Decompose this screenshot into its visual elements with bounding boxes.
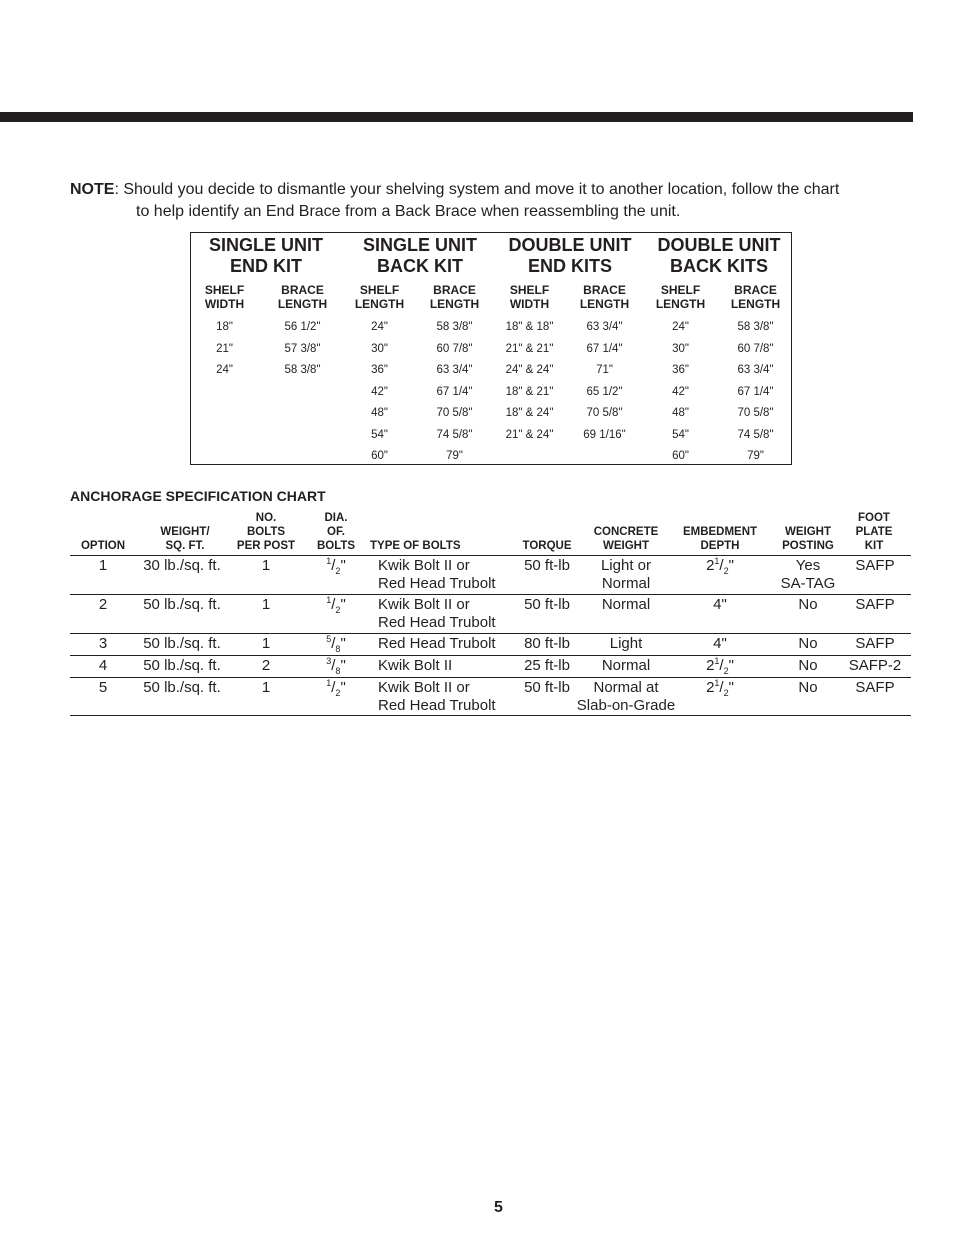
embedment-depth: $2^1/_2$" <box>706 678 734 698</box>
column-header <box>187 283 262 311</box>
brace-column <box>718 283 793 468</box>
table-cell <box>308 679 364 697</box>
header-bolts <box>230 511 302 553</box>
table-cell <box>568 557 684 592</box>
bolt-type-line: Kwik Bolt II or <box>378 679 470 696</box>
brace-column <box>567 283 642 446</box>
bolt-type-line: Red Head Trubolt <box>378 635 496 652</box>
table-cell: 60" <box>371 450 388 462</box>
table-cell: 24" <box>672 321 689 333</box>
brace-column <box>265 283 340 382</box>
brace-column <box>417 283 492 468</box>
table-cell: SAFP <box>855 557 895 574</box>
header-line: BOLTS <box>316 540 356 552</box>
column-header-line: BRACE <box>433 283 476 297</box>
column-header-line: SHELF <box>509 283 550 297</box>
header-line: CONCRETE <box>593 526 659 538</box>
brace-column <box>492 283 567 446</box>
table-cell: 2 <box>261 657 271 674</box>
table-cell: 24" <box>371 321 388 333</box>
row-divider <box>70 594 911 595</box>
page-number: 5 <box>494 1199 503 1216</box>
bolt-type-line: Kwik Bolt II or <box>378 596 470 613</box>
table-cell: 1 <box>261 679 271 696</box>
table-cell <box>766 635 850 653</box>
table-cell: 67 1/4" <box>436 385 473 398</box>
table-cell: 69 1/16" <box>583 428 626 441</box>
table-cell: 50 lb./sq. ft. <box>143 596 221 613</box>
concrete-line: Normal <box>601 574 651 592</box>
header-line: DIA. <box>324 512 348 524</box>
table-cell: 58 3/8" <box>737 321 774 333</box>
column-header-line: LENGTH <box>429 297 480 311</box>
column-header <box>643 283 718 311</box>
note-line-1: : Should you decide to dismantle your shelving system and move it to another location, follow the chart <box>114 181 840 198</box>
table-cell: 79" <box>747 450 764 462</box>
table-cell: 63 3/4" <box>436 364 473 376</box>
posting-line: No <box>798 657 818 674</box>
table-cell: 30" <box>672 342 689 355</box>
table-cell: 4" <box>713 635 727 652</box>
header-line: PLATE <box>855 526 893 538</box>
note-paragraph <box>70 179 920 223</box>
bolt-diameter: $^1/_2$" <box>326 556 346 576</box>
posting-line: Yes <box>795 557 821 574</box>
table-cell <box>676 557 764 575</box>
table-cell: 3 <box>98 635 108 652</box>
kit-title <box>644 235 794 277</box>
header-embed <box>676 525 764 553</box>
table-cell: 1 <box>261 596 271 613</box>
table-cell: 2 <box>98 596 108 613</box>
header-weight <box>140 525 230 553</box>
concrete-line: Normal at <box>593 679 659 696</box>
table-cell: 21" & 24" <box>505 428 554 441</box>
concrete-line: Light or <box>600 557 652 574</box>
column-header-line: BRACE <box>583 283 626 297</box>
table-cell: 67 1/4" <box>737 385 774 398</box>
table-cell: 50 ft-lb <box>524 557 570 574</box>
column-header-line: LENGTH <box>655 297 706 311</box>
table-cell: SAFP <box>855 679 895 696</box>
kit-title-line: DOUBLE UNIT <box>508 235 632 255</box>
table-cell: 42" <box>371 385 388 398</box>
table-cell: 50 lb./sq. ft. <box>143 657 221 674</box>
header-dia <box>308 511 364 553</box>
table-cell: 80 ft-lb <box>524 635 570 652</box>
column-header-line: WIDTH <box>509 297 550 311</box>
bolt-type-line: Kwik Bolt II or <box>378 557 470 574</box>
column-header-line: LENGTH <box>277 297 328 311</box>
table-cell: 71" <box>596 364 613 376</box>
table-cell: 50 ft-lb <box>524 596 570 613</box>
table-cell: 57 3/8" <box>284 342 321 355</box>
header-concrete <box>584 525 668 553</box>
table-cell: 65 1/2" <box>586 385 623 398</box>
table-cell: 1 <box>261 635 271 652</box>
brace-chart <box>190 232 792 465</box>
table-cell: 60" <box>672 450 689 462</box>
header-line: EMBEDMENT <box>682 526 758 538</box>
kit-title-line: SINGLE UNIT <box>208 235 323 255</box>
table-cell: 24" & 24" <box>505 364 554 376</box>
header-line: OPTION <box>80 540 126 552</box>
table-cell: 50 lb./sq. ft. <box>143 635 221 652</box>
row-divider <box>70 715 911 716</box>
note-line-2: to help identify an End Brace from a Back Brace when reassembling the unit. <box>136 203 681 220</box>
table-cell <box>766 557 850 592</box>
column-header-line: LENGTH <box>354 297 405 311</box>
concrete-line: Normal <box>601 657 651 674</box>
header-line: WEIGHT/ <box>160 526 210 538</box>
table-cell: 24" <box>216 364 233 376</box>
header-line: WEIGHT <box>785 526 831 538</box>
table-cell: 18" <box>216 321 233 333</box>
posting-line: SA-TAG <box>780 574 836 592</box>
header-line: TORQUE <box>522 540 572 552</box>
header-line: FOOT <box>858 512 890 524</box>
header-torque <box>514 539 580 553</box>
table-cell: SAFP-2 <box>848 657 902 674</box>
header-line: PER POST <box>236 540 296 552</box>
brace-column <box>187 283 262 382</box>
anchorage-title: ANCHORAGE SPECIFICATION CHART <box>70 488 326 504</box>
table-cell: 60 7/8" <box>737 342 774 355</box>
posting-line: No <box>798 635 818 652</box>
bolt-type-line: Red Head Trubolt <box>378 613 496 631</box>
header-line: TYPE OF BOLTS <box>370 540 461 552</box>
bolt-diameter: $^1/_2$" <box>326 595 346 615</box>
table-cell: 48" <box>371 407 388 419</box>
header-posting <box>772 525 844 553</box>
table-cell: 30" <box>371 342 388 355</box>
table-cell: 56 1/2" <box>284 321 321 333</box>
table-cell <box>568 635 684 653</box>
table-cell: 54" <box>371 428 388 441</box>
posting-line: No <box>798 596 818 613</box>
table-cell: 58 3/8" <box>436 321 473 333</box>
bolt-type-line: Red Head Trubolt <box>378 574 496 592</box>
table-cell: 5 <box>98 679 108 696</box>
header-line: DEPTH <box>700 540 740 552</box>
table-cell <box>568 679 684 714</box>
concrete-line: Normal <box>601 596 651 613</box>
column-header-line: BRACE <box>281 283 324 297</box>
kit-title <box>345 235 495 277</box>
concrete-line: Light <box>609 635 643 652</box>
note-label: NOTE <box>70 181 115 198</box>
table-cell: 60 7/8" <box>436 342 473 355</box>
kit-title <box>191 235 341 277</box>
table-cell: 18" & 18" <box>505 321 554 333</box>
column-header <box>492 283 567 311</box>
table-cell <box>308 557 364 575</box>
table-cell: SAFP <box>855 635 895 652</box>
table-cell: 4 <box>98 657 108 674</box>
column-header <box>567 283 642 311</box>
column-header-line: SHELF <box>660 283 701 297</box>
header-option <box>72 539 134 553</box>
table-cell: 63 3/4" <box>737 364 774 376</box>
posting-line: No <box>798 679 818 696</box>
table-cell <box>378 557 518 592</box>
header-line: NO. <box>255 512 277 524</box>
table-cell: 1 <box>98 557 108 574</box>
table-cell <box>766 679 850 697</box>
table-cell: 63 3/4" <box>586 321 623 333</box>
row-divider <box>70 655 911 656</box>
column-header <box>342 283 417 311</box>
header-rule <box>0 112 913 122</box>
column-header-line: SHELF <box>204 283 245 297</box>
bolt-diameter: $^3/_8$" <box>326 656 346 676</box>
row-divider <box>70 633 911 634</box>
table-cell: 1 <box>261 557 271 574</box>
table-cell <box>766 657 850 675</box>
table-cell <box>308 657 364 675</box>
table-cell: 25 ft-lb <box>524 657 570 674</box>
table-cell: 50 lb./sq. ft. <box>143 679 221 696</box>
bolt-diameter: $^1/_2$" <box>326 678 346 698</box>
table-cell: 21" & 21" <box>505 342 554 355</box>
kit-title-line: END KIT <box>230 256 302 276</box>
table-cell: 36" <box>672 364 689 376</box>
header-line: OF. <box>327 526 345 538</box>
header-foot <box>846 511 902 553</box>
kit-title-line: SINGLE UNIT <box>362 235 477 255</box>
column-header-line: BRACE <box>734 283 777 297</box>
header-line: BOLTS <box>246 526 286 538</box>
table-cell: 70 5/8" <box>586 407 623 419</box>
row-divider <box>70 677 911 678</box>
embedment-depth: $2^1/_2$" <box>706 656 734 676</box>
column-header <box>718 283 793 311</box>
table-cell <box>766 596 850 614</box>
table-cell: 79" <box>446 450 463 462</box>
table-cell: 67 1/4" <box>586 342 623 355</box>
brace-column <box>643 283 718 468</box>
table-cell: 36" <box>371 364 388 376</box>
table-cell: 74 5/8" <box>737 428 774 441</box>
table-cell: 58 3/8" <box>284 364 321 376</box>
table-cell <box>676 679 764 697</box>
header-type <box>370 539 490 553</box>
table-cell: 21" <box>216 342 233 355</box>
header-line: SQ. FT. <box>165 540 205 552</box>
bolt-type-line: Kwik Bolt II <box>378 657 453 674</box>
kit-title-line: BACK KITS <box>670 256 768 276</box>
table-cell <box>378 596 518 631</box>
table-cell <box>378 657 518 675</box>
kit-title-line: BACK KIT <box>377 256 463 276</box>
embedment-depth: $2^1/_2$" <box>706 556 734 576</box>
table-cell: SAFP <box>855 596 895 613</box>
table-cell: 70 5/8" <box>737 407 774 419</box>
column-header <box>417 283 492 311</box>
kit-title <box>495 235 645 277</box>
column-header <box>265 283 340 311</box>
table-cell: 48" <box>672 407 689 419</box>
table-cell: 30 lb./sq. ft. <box>143 557 221 574</box>
column-header-line: WIDTH <box>204 297 245 311</box>
kit-title-line: END KITS <box>527 256 612 276</box>
bolt-type-line: Red Head Trubolt <box>378 696 496 714</box>
table-cell: 42" <box>672 385 689 398</box>
table-cell <box>308 596 364 614</box>
table-cell <box>676 657 764 675</box>
brace-column <box>342 283 417 468</box>
column-header-line: SHELF <box>359 283 400 297</box>
header-line: POSTING <box>782 540 834 552</box>
table-cell: 18" & 24" <box>505 407 554 419</box>
table-cell: 18" & 21" <box>505 385 554 398</box>
column-header-line: LENGTH <box>579 297 630 311</box>
table-cell: 54" <box>672 428 689 441</box>
bolt-diameter: $^5/_8$" <box>326 634 346 654</box>
table-cell: 70 5/8" <box>436 407 473 419</box>
table-cell: 4" <box>713 596 727 613</box>
kit-title-line: DOUBLE UNIT <box>657 235 781 255</box>
concrete-line: Slab-on-Grade <box>576 696 676 714</box>
header-line: KIT <box>864 540 884 552</box>
header-line: WEIGHT <box>603 540 649 552</box>
table-cell <box>568 657 684 675</box>
table-cell <box>378 635 518 653</box>
table-cell <box>378 679 518 714</box>
table-cell: 74 5/8" <box>436 428 473 441</box>
column-header-line: LENGTH <box>730 297 781 311</box>
table-cell: 50 ft-lb <box>524 679 570 696</box>
table-cell <box>568 596 684 614</box>
table-cell <box>308 635 364 653</box>
row-divider <box>70 555 911 556</box>
